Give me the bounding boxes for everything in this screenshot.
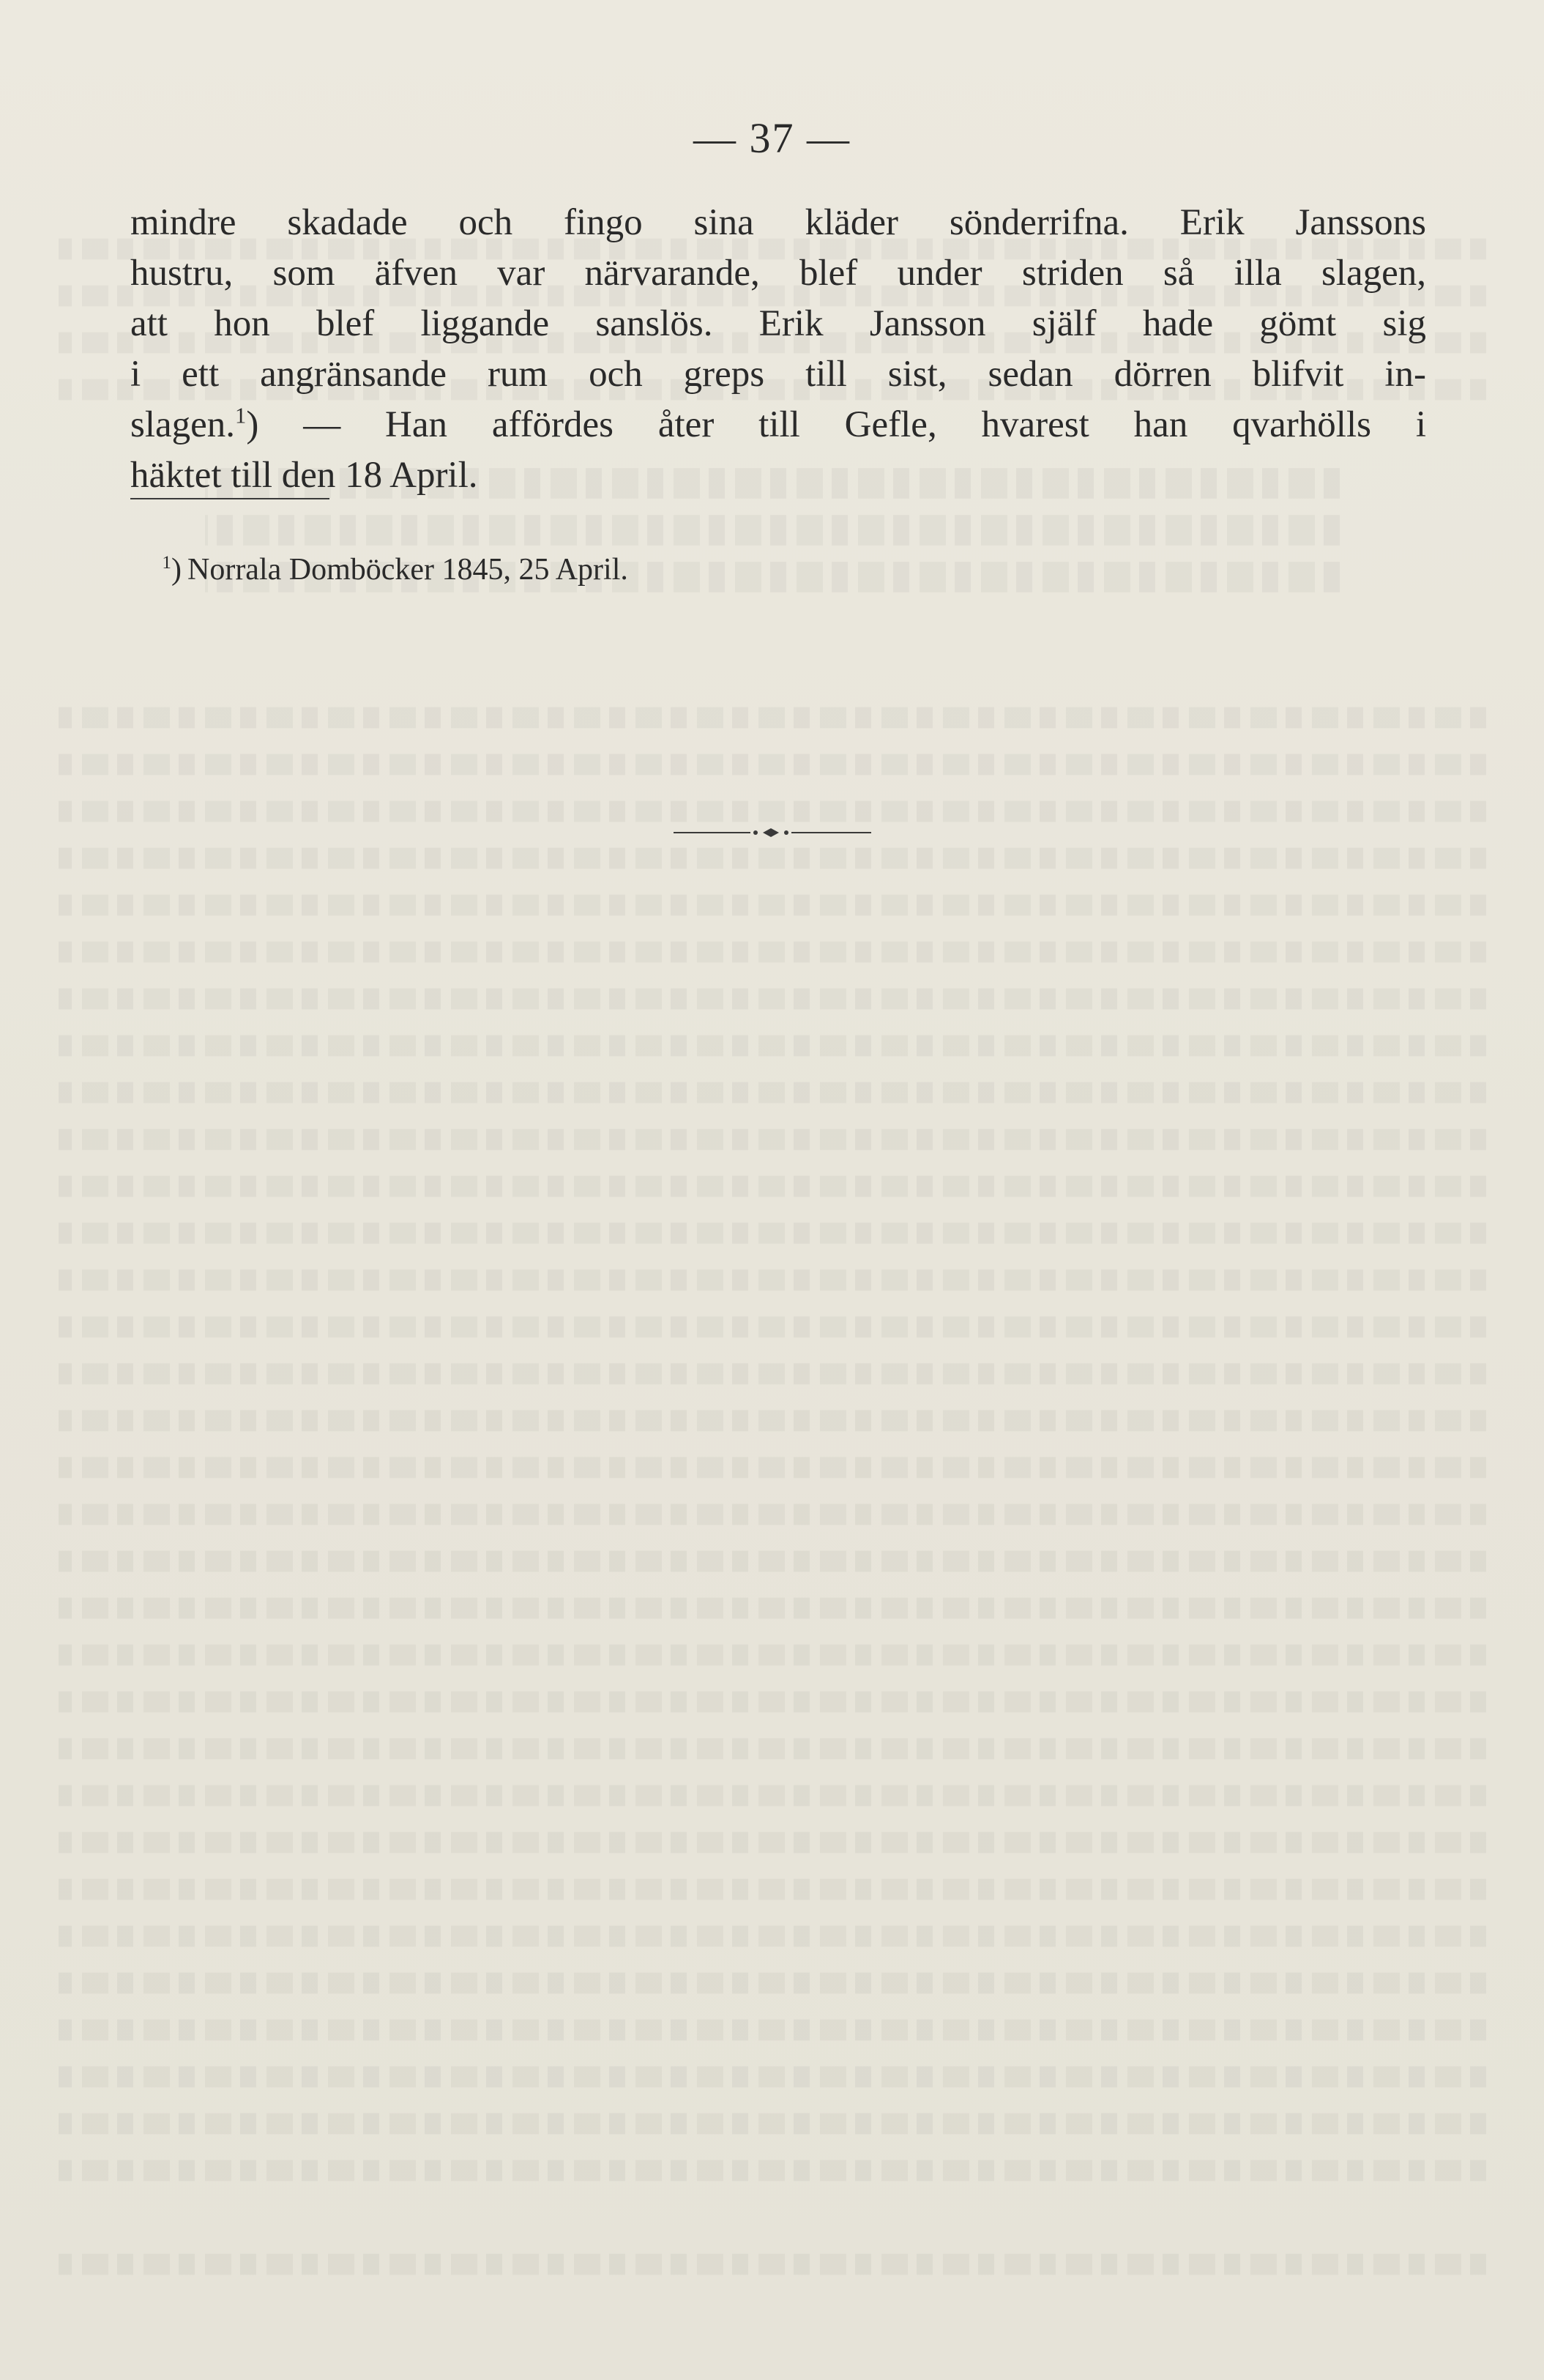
footnote [130,548,1009,592]
body-paragraph [130,198,1426,501]
body-line: i ett angränsande rum och greps till sist, sedan dörren blifvit in- [130,354,1426,395]
footnote-marker: $^1$) [162,552,182,587]
footnote-text: Norrala Domböcker 1845, 25 April. [187,553,628,587]
body-line: hustru, som äfven var närvarande, blef under striden så illa slagen, [130,253,1426,294]
body-line-start: slagen. [130,404,236,445]
body-line-rest: — Han affördes åter till Gefle, hvarest han qvarhölls i [303,404,1426,445]
body-line: att hon blef liggande sanslös. Erik Jansson själf hade gömt sig [130,303,1426,344]
footnote-reference: 1 [235,403,247,428]
footnote-ref-paren: ) [246,404,259,445]
body-line-with-footnote [130,400,1426,450]
page-number: — 37 — [693,114,851,162]
footnote-divider [130,498,329,499]
body-line: mindre skadade och fingo sina kläder sönderrifna. Erik Janssons [130,202,1426,243]
body-line: häktet till den 18 April. [130,455,478,496]
ornament-divider [674,828,871,838]
